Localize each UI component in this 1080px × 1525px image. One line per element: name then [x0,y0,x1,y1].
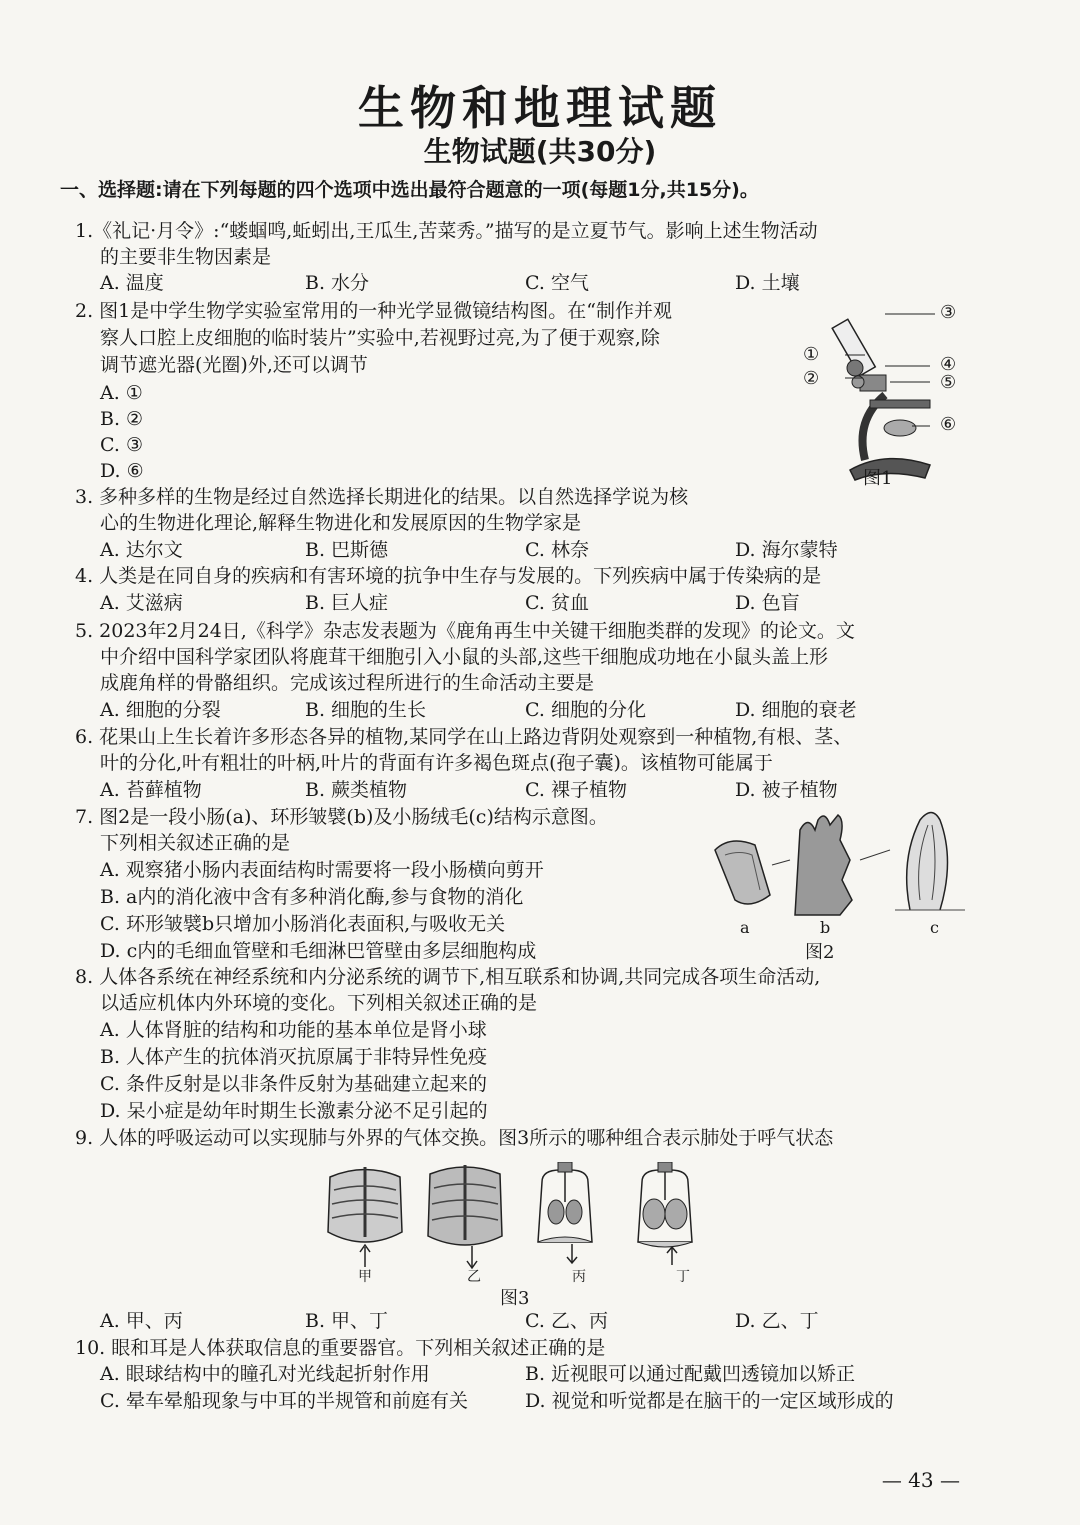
q8-option-c: C. 条件反射是以非条件反射为基础建立起来的 [100,1073,487,1095]
q3-line1: 3. 多种多样的生物是经过自然选择长期进化的结果。以自然选择学说为核 [75,486,689,508]
bell-jar-bing [538,1162,592,1263]
q10-line1: 10. 眼和耳是人体获取信息的重要器官。下列相关叙述正确的是 [75,1337,606,1359]
q1-option-d: D. 土壤 [735,272,800,294]
figure-3-breathing [320,1162,720,1272]
q9-option-b: B. 甲、丁 [305,1310,389,1332]
q1-option-a: A. 温度 [100,272,164,294]
q7-line2: 下列相关叙述正确的是 [100,832,291,854]
bell-jar-ding [638,1162,692,1265]
q2-line3: 调节遮光器(光圈)外,还可以调节 [100,354,368,376]
q7-option-b: B. a内的消化液中含有多种消化酶,参与食物的消化 [100,886,524,908]
page-number: — 43 — [881,1468,960,1492]
q7-line1: 7. 图2是一段小肠(a)、环形皱襞(b)及小肠绒毛(c)结构示意图。 [75,806,608,828]
fig3-label-yi: 乙 [467,1269,481,1285]
q6-option-c: C. 裸子植物 [525,779,627,801]
q3-option-d: D. 海尔蒙特 [735,539,838,561]
q5-option-d: D. 细胞的衰老 [735,699,857,721]
q6-option-d: D. 被子植物 [735,779,838,801]
fig1-label-6: ⑥ [940,414,957,435]
q5-line2: 中介绍中国科学家团队将鹿茸干细胞引入小鼠的头部,这些干细胞成功地在小鼠头盖上形 [100,646,829,668]
q2-line2: 察人口腔上皮细胞的临时装片”实验中,若视野过亮,为了便于观察,除 [100,327,660,349]
figure-2-intestine [700,800,980,930]
fig3-label-jia: 甲 [358,1269,372,1285]
q8-line2: 以适应机体内外环境的变化。下列相关叙述正确的是 [100,992,538,1014]
q2-option-a: A. ① [100,382,143,404]
q10-option-d: D. 视觉和听觉都是在脑干的一定区域形成的 [525,1390,894,1412]
q1-option-b: B. 水分 [305,272,370,294]
figure-1-caption: 图1 [863,468,893,489]
q10-option-a: A. 眼球结构中的瞳孔对光线起折射作用 [100,1363,430,1385]
q3-option-c: C. 林奈 [525,539,589,561]
q5-option-a: A. 细胞的分裂 [100,699,221,721]
q7-option-a: A. 观察猪小肠内表面结构时需要将一段小肠横向剪开 [100,859,544,881]
q7-option-d: D. c内的毛细血管壁和毛细淋巴管壁由多层细胞构成 [100,940,537,962]
q8-line1: 8. 人体各系统在神经系统和内分泌系统的调节下,相互联系和协调,共同完成各项生命活动, [75,966,821,988]
page-subtitle: 生物试题(共30分) [423,135,657,168]
q4-option-b: B. 巨人症 [305,592,389,614]
q3-option-b: B. 巴斯德 [305,539,389,561]
q2-option-c: C. ③ [100,434,143,456]
fig1-label-4: ④ [940,354,957,375]
section-heading: 一、选择题:请在下列每题的四个选项中选出最符合题意的一项(每题1分,共15分)。 [60,179,759,201]
q8-option-a: A. 人体肾脏的结构和功能的基本单位是肾小球 [100,1019,487,1041]
q7-option-c: C. 环形皱襞b只增加小肠消化表面积,与吸收无关 [100,913,506,935]
q5-line1: 5. 2023年2月24日,《科学》杂志发表题为《鹿角再生中关键干细胞类群的发现》的论文。文 [75,620,855,642]
q6-line2: 叶的分化,叶有粗壮的叶柄,叶片的背面有许多褐色斑点(孢子囊)。该植物可能属于 [100,752,773,774]
q4-option-d: D. 色盲 [735,592,800,614]
q5-line3: 成鹿角样的骨骼组织。完成该过程所进行的生命活动主要是 [100,672,595,694]
q9-option-d: D. 乙、丁 [735,1310,819,1332]
q9-option-a: A. 甲、丙 [100,1310,183,1332]
q1-line1: 1.《礼记·月令》:“蝼蝈鸣,蚯蚓出,王瓜生,苦菜秀。”描写的是立夏节气。影响上述生物活动 [75,220,818,242]
figure-1-microscope [790,300,980,490]
q3-option-a: A. 达尔文 [100,539,183,561]
figure-3-caption: 图3 [500,1288,530,1309]
q1-line2: 的主要非生物因素是 [100,246,272,268]
q6-option-b: B. 蕨类植物 [305,779,408,801]
figure-2-caption: 图2 [805,942,835,963]
q9-option-c: C. 乙、丙 [525,1310,608,1332]
q4-option-a: A. 艾滋病 [100,592,183,614]
fig1-label-5: ⑤ [940,372,957,393]
q9-line1: 9. 人体的呼吸运动可以实现肺与外界的气体交换。图3所示的哪种组合表示肺处于呼气状态 [75,1127,834,1149]
ribcage-jia [328,1167,402,1267]
q8-option-b: B. 人体产生的抗体消灭抗原属于非特异性免疫 [100,1046,488,1068]
q5-option-c: C. 细胞的分化 [525,699,646,721]
fig1-label-1: ① [803,344,820,365]
fig2-label-b: b [820,918,831,937]
q1-option-c: C. 空气 [525,272,589,294]
q10-option-c: C. 晕车晕船现象与中耳的半规管和前庭有关 [100,1390,468,1412]
ribcage-yi [428,1165,502,1268]
q4-line1: 4. 人类是在同自身的疾病和有害环境的抗争中生存与发展的。下列疾病中属于传染病的是 [75,565,822,587]
q3-line2: 心的生物进化理论,解释生物进化和发展原因的生物学家是 [100,512,582,534]
fig3-label-ding: 丁 [676,1269,690,1285]
page-title: 生物和地理试题 [358,81,722,135]
q2-option-b: B. ② [100,408,144,430]
q5-option-b: B. 细胞的生长 [305,699,427,721]
fig3-label-bing: 丙 [572,1269,586,1285]
q6-line1: 6. 花果山上生长着许多形态各异的植物,某同学在山上路边背阴处观察到一种植物,有根、茎、 [75,726,853,748]
q2-option-d: D. ⑥ [100,460,144,482]
fig2-label-a: a [740,918,750,937]
q8-option-d: D. 呆小症是幼年时期生长激素分泌不足引起的 [100,1100,488,1122]
q6-option-a: A. 苔藓植物 [100,779,202,801]
q2-line1: 2. 图1是中学生物学实验室常用的一种光学显微镜结构图。在“制作并观 [75,300,672,322]
fig2-label-c: c [930,918,939,937]
q10-option-b: B. 近视眼可以通过配戴凹透镜加以矫正 [525,1363,856,1385]
q4-option-c: C. 贫血 [525,592,589,614]
fig1-label-2: ② [803,368,820,389]
fig1-label-3: ③ [940,302,957,323]
